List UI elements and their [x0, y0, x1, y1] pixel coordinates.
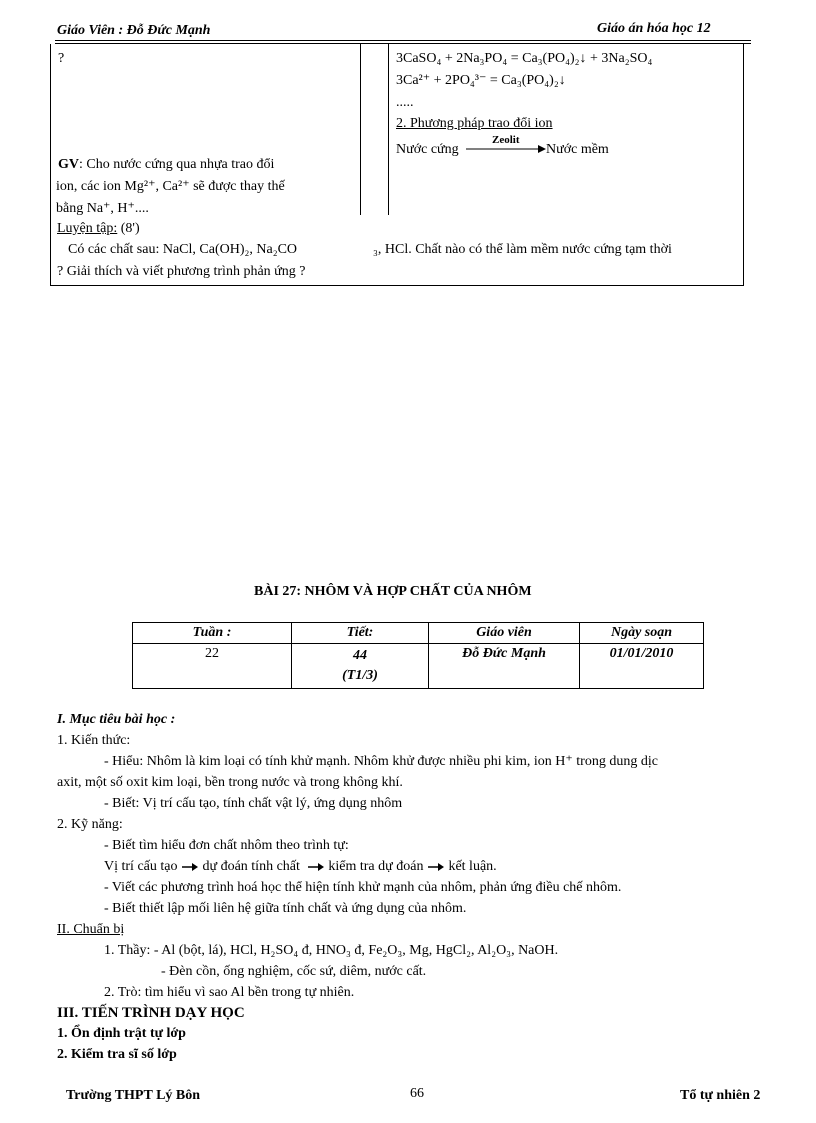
section-3-title: III. TIẾN TRÌNH DẠY HỌC — [57, 1005, 245, 1021]
prep-student: 2. Trò: tìm hiểu vì sao Al bền trong tự nhiên. — [104, 985, 355, 1000]
practice-label: Luyện tập: — [57, 221, 118, 236]
info-table-header — [133, 623, 704, 644]
arrow-right-icon — [181, 862, 199, 872]
skill-step-3: kiểm tra dự đoán — [328, 859, 424, 874]
equation-2: 3Ca²⁺ + 2PO₄³⁻ = Ca₃(PO₄)₂↓ — [396, 73, 566, 88]
hard-water: Nước cứng — [396, 142, 459, 157]
arrow-right-icon — [307, 862, 325, 872]
header-teacher: Giáo Viên : Đỗ Đức Mạnh — [57, 23, 211, 38]
knowledge-1b: axit, một số oxit kim loại, bền trong nước và trong không khí. — [57, 775, 403, 790]
practice-time: (8') — [120, 221, 140, 236]
step-2: 2. Kiểm tra sĩ số lớp — [57, 1047, 177, 1062]
teacher-value: Đỗ Đức Mạnh — [429, 644, 580, 689]
equation-1: 3CaSO₄ + 2Na₃PO₄ = Ca₃(PO₄)₂↓ + 3Na₂SO₄ — [396, 51, 653, 66]
arrow-right-icon — [427, 862, 445, 872]
gv-label: GV — [58, 157, 79, 172]
reaction-arrow-icon — [466, 143, 546, 155]
column-divider-2 — [388, 44, 389, 215]
footer-school: Trường THPT Lý Bôn — [66, 1088, 201, 1103]
lesson-title: BÀI 27: NHÔM VÀ HỢP CHẤT CỦA NHÔM — [254, 584, 532, 599]
method-heading: 2. Phương pháp trao đổi ion — [396, 116, 553, 131]
knowledge-1a: - Hiểu: Nhôm là kim loại có tính khử mạnh. Nhôm khử được nhiều phi kim, ion H⁺ trong dung dịc — [104, 754, 658, 769]
ellipsis: ..... — [396, 95, 414, 110]
skill-step-2: dự đoán tính chất — [202, 859, 300, 874]
question-mark: ? — [58, 51, 65, 66]
gv-line-3: bằng Na⁺, H⁺.... — [56, 201, 149, 216]
column-divider-1 — [360, 44, 361, 215]
footer-department: Tổ tự nhiên 2 — [680, 1088, 761, 1103]
period-sub: (T1/3) — [342, 668, 378, 683]
period-cell — [292, 644, 429, 689]
prep-teacher: 1. Thầy: - Al (bột, lá), HCl, H₂SO₄ đ, HNO₃ đ, Fe₂O₃, Mg, HgCl₂, Al₂O₃, NaOH. — [104, 943, 559, 958]
gv-text-1: : Cho nước cứng qua nhựa trao đổi — [79, 157, 275, 172]
section-2-title: II. Chuẩn bị — [57, 922, 125, 937]
date-value: 01/01/2010 — [580, 644, 704, 689]
lesson-info-table — [132, 622, 704, 689]
skill-1: - Biết tìm hiểu đơn chất nhôm theo trình tự: — [104, 838, 349, 853]
period-value: 44 — [353, 648, 367, 663]
col-week: Tuần : — [133, 623, 292, 644]
skill-2 — [104, 858, 497, 876]
practice-line — [57, 220, 140, 238]
zeolit-label: Zeolit — [492, 134, 520, 146]
info-table-row — [133, 644, 704, 689]
subsection-knowledge: 1. Kiến thức: — [57, 733, 131, 748]
practice-question-2: ? Giải thích và viết phương trình phản ứng ? — [57, 264, 306, 279]
practice-question-1: Có các chất sau: NaCl, Ca(OH)₂, Na₂CO — [68, 242, 298, 257]
skill-3: - Viết các phương trình hoá học thể hiện tính khử mạnh của nhôm, phản ứng điều chế nhôm. — [104, 880, 622, 895]
skill-step-1: Vị trí cấu tạo — [104, 859, 178, 874]
week-value: 22 — [133, 644, 292, 689]
page-number: 66 — [410, 1086, 424, 1101]
step-1: 1. Ổn định trật tự lớp — [57, 1026, 186, 1041]
section-1-title: I. Mục tiêu bài học : — [57, 712, 176, 727]
practice-question-1b: ₃, HCl. Chất nào có thể làm mềm nước cứng tạm thời — [373, 242, 672, 257]
soft-water: Nước mềm — [546, 142, 609, 157]
header-subject: Giáo án hóa học 12 — [597, 21, 711, 36]
skill-step-4: kết luận. — [448, 859, 497, 874]
col-date: Ngày soạn — [580, 623, 704, 644]
col-teacher: Giáo viên — [429, 623, 580, 644]
col-period: Tiết: — [292, 623, 429, 644]
gv-line-1 — [58, 156, 274, 174]
gv-line-2: ion, các ion Mg²⁺, Ca²⁺ sẽ được thay thế — [56, 179, 285, 194]
knowledge-2: - Biết: Vị trí cấu tạo, tính chất vật lý, ứng dụng nhôm — [104, 796, 403, 811]
prep-teacher-2: - Đèn cồn, ống nghiệm, cốc sứ, diêm, nước cất. — [161, 964, 427, 979]
subsection-skills: 2. Kỹ năng: — [57, 817, 123, 832]
skill-4: - Biết thiết lập mối liên hệ giữa tính chất và ứng dụng của nhôm. — [104, 901, 467, 916]
header-rule — [55, 40, 751, 41]
